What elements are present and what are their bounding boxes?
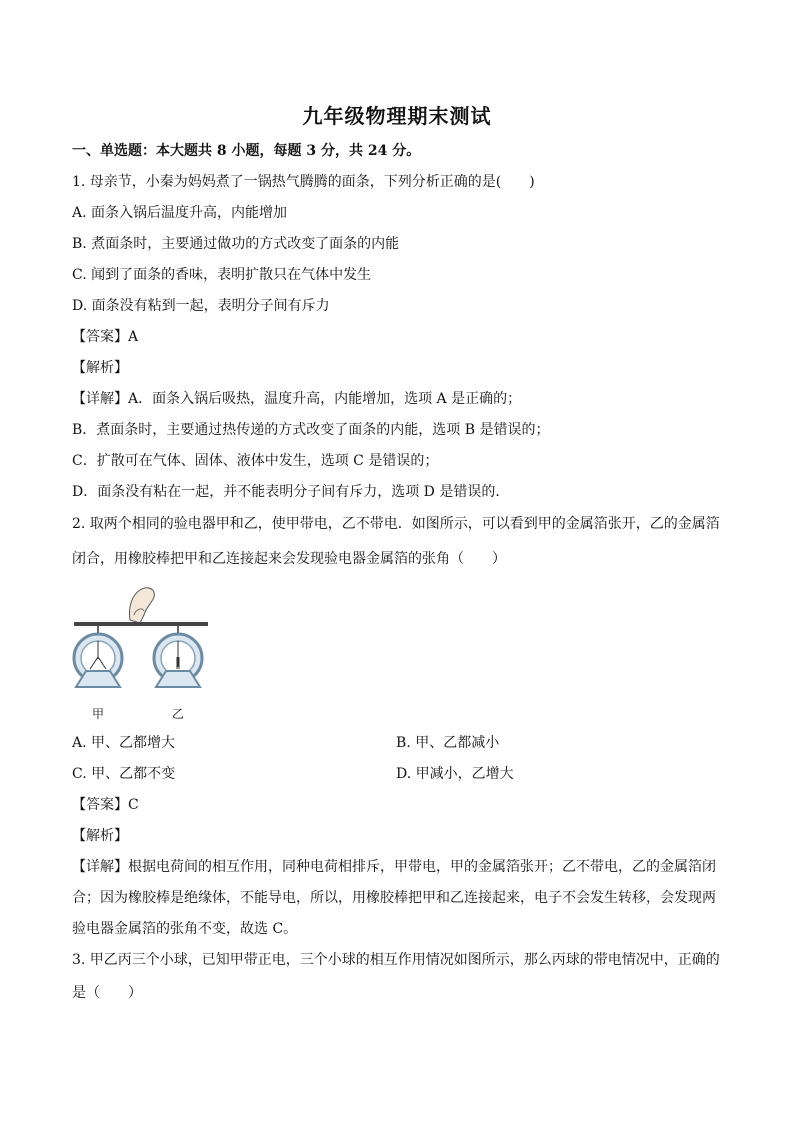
q1-detail-3: C．扩散可在气体、固体、液体中发生，选项 C 是错误的；: [72, 453, 439, 469]
electroscope-figure: [70, 585, 220, 720]
q1-option-c: C. 闻到了面条的香味，表明扩散只在气体中发生: [72, 267, 372, 283]
q2-answer: 【答案】C: [72, 797, 139, 813]
q1-option-b: B. 煮面条时，主要通过做功的方式改变了面条的内能: [72, 236, 400, 252]
electroscope-illustration: [70, 585, 220, 697]
q2-detail-3: 验电器金属箔的张角不变，故选 C。: [72, 921, 298, 937]
q2-detail-1: 【详解】根据电荷间的相互作用，同种电荷相排斥，甲带电，甲的金属箔张开；乙不带电，乙的金属箔闭: [72, 859, 716, 875]
q2-option-a: A. 甲、乙都增大: [72, 735, 176, 751]
q2-analysis-label: 【解析】: [72, 828, 128, 844]
q2-stem-line1: 2. 取两个相同的验电器甲和乙，使甲带电，乙不带电．如图所示，可以看到甲的金属箔张开，乙的金属箔: [72, 516, 720, 532]
q1-detail-1: 【详解】A．面条入锅后吸热，温度升高，内能增加，选项 A 是正确的；: [72, 391, 522, 407]
q2-option-b: B. 甲、乙都减小: [396, 735, 500, 751]
q1-detail-2: B．煮面条时，主要通过热传递的方式改变了面条的内能，选项 B 是错误的；: [72, 422, 550, 438]
q2-detail-2: 合；因为橡胶棒是绝缘体，不能导电，所以，用橡胶棒把甲和乙连接起来，电子不会发生转移，会发现两: [72, 890, 716, 906]
q1-option-a: A. 面条入锅后温度升高，内能增加: [72, 205, 288, 221]
q2-option-c: C. 甲、乙都不变: [72, 766, 176, 782]
q2-stem-line2: 闭合，用橡胶棒把甲和乙连接起来会发现验电器金属箔的张角（ ）: [72, 551, 506, 567]
section-heading: 一、单选题：本大题共 8 小题，每题 3 分，共 24 分。: [72, 143, 421, 159]
q1-option-d: D. 面条没有粘到一起，表明分子间有斥力: [72, 298, 330, 314]
q1-stem: 1. 母亲节，小秦为妈妈煮了一锅热气腾腾的面条，下列分析正确的是( ): [72, 174, 535, 190]
q2-option-d: D. 甲减小，乙增大: [396, 766, 514, 782]
q1-analysis-label: 【解析】: [72, 360, 128, 376]
q1-answer: 【答案】A: [72, 329, 139, 345]
page-title: 九年级物理期末测试: [302, 104, 492, 128]
q1-detail-4: D．面条没有粘在一起，并不能表明分子间有斥力，选项 D 是错误的．: [72, 484, 510, 500]
q3-stem-line1: 3. 甲乙丙三个小球，已知甲带正电，三个小球的相互作用情况如图所示，那么丙球的带电情况中，正确的: [72, 952, 720, 968]
figure-label-jia: 甲: [92, 707, 105, 721]
figure-label-yi: 乙: [172, 707, 185, 721]
q3-stem-line2: 是（ ）: [72, 985, 142, 1001]
